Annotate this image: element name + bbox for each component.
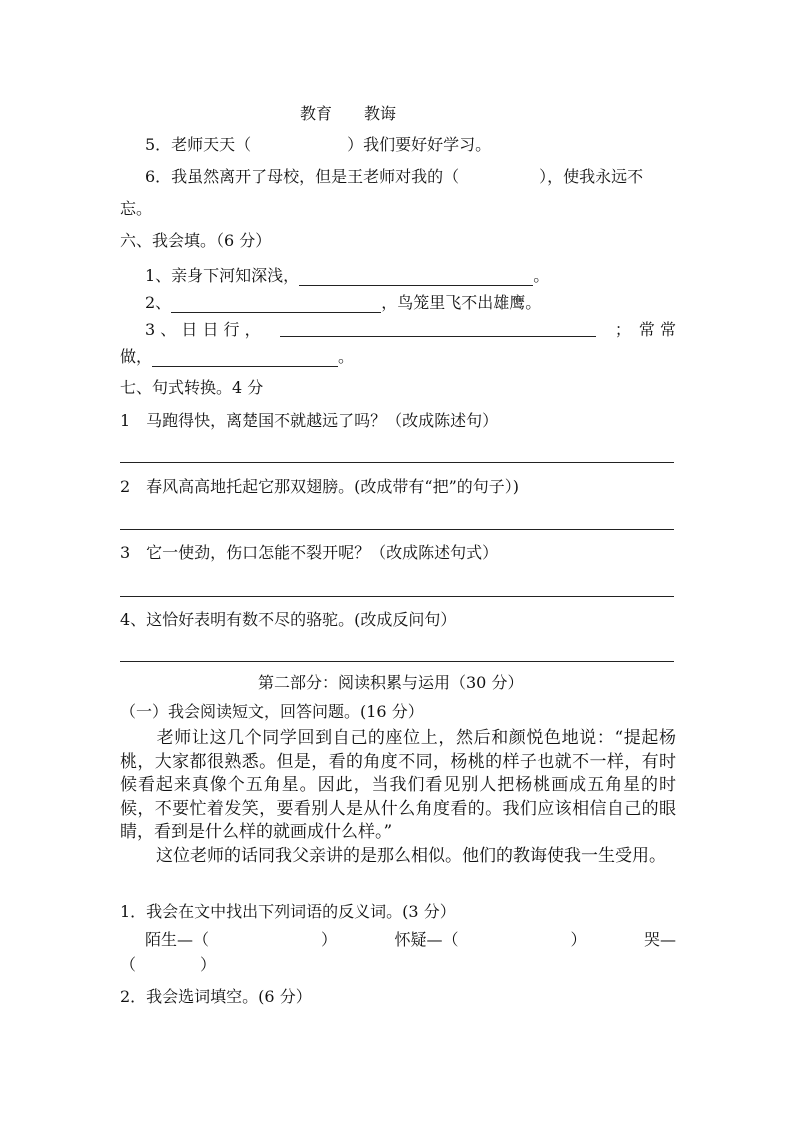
answer-line-4[interactable] bbox=[120, 661, 674, 662]
antonym-b: 怀疑—（ ） bbox=[394, 930, 587, 949]
fill-item-3-text: 3 、 日 日 行 ， bbox=[145, 320, 261, 339]
fill-item-1-text: 1、亲身下河知深浅， bbox=[145, 266, 300, 285]
section-6-title: 六、我会填。（6 分） bbox=[120, 231, 272, 250]
fill-blank-2[interactable] bbox=[171, 296, 381, 313]
reading-paragraph-1 bbox=[120, 727, 676, 845]
fill-blank-4[interactable] bbox=[152, 350, 338, 367]
answer-line-1[interactable] bbox=[120, 462, 674, 463]
transform-q4: 4、这恰好表明有数不尽的骆驼。(改成反问句） bbox=[120, 610, 457, 629]
fill-item-3 bbox=[145, 320, 676, 340]
question-6-line2: 忘。 bbox=[120, 199, 153, 218]
section-7-title: 七、句式转换。4 分 bbox=[120, 378, 264, 397]
fill-item-3-line2-end: 。 bbox=[338, 347, 355, 366]
antonym-c: 哭— bbox=[643, 930, 676, 949]
fill-item-3-line2 bbox=[120, 347, 354, 367]
antonym-c-blank: （ ） bbox=[120, 955, 217, 974]
fill-item-3-mid: ； 常 常 bbox=[614, 320, 676, 339]
transform-q3: 3 它一使劲，伤口怎能不裂开呢？（改成陈述句式） bbox=[120, 543, 499, 562]
fill-blank-3[interactable] bbox=[280, 320, 596, 337]
reading-title: （一）我会阅读短文，回答问题。(16 分） bbox=[120, 702, 424, 721]
reading-paragraph-1-text: 老师让这几个同学回到自己的座位上，然后和颜悦色地说：“提起杨桃，大家都很熟悉。但是，看的角度不同，杨桃的样子也就不一样，有时候看起来真像个五角星。因此，当我们看见别人把杨桃画成五角星的时候，不要忙着发笑，要看别人是从什么角度看的。我们应该相信自己的眼睛，看到是什么样的就画成什么样。” bbox=[120, 728, 676, 842]
transform-q1: 1 马跑得快，离楚国不就越远了吗？（改成陈述句） bbox=[120, 411, 499, 430]
answer-line-2[interactable] bbox=[120, 529, 674, 530]
reading-q2-title: 2．我会选词填空。(6 分） bbox=[120, 987, 312, 1006]
fill-item-3-line2-text: 做， bbox=[120, 347, 153, 366]
answer-line-3[interactable] bbox=[120, 596, 674, 597]
header-words: 教育 教诲 bbox=[300, 104, 397, 123]
fill-item-1-end: 。 bbox=[533, 266, 550, 285]
fill-item-1 bbox=[145, 266, 549, 286]
question-5: 5．老师天天（ ）我们要好好学习。 bbox=[145, 135, 492, 154]
reading-q1-title: 1．我会在文中找出下列词语的反义词。(3 分） bbox=[120, 902, 456, 921]
part-2-title: 第二部分：阅读积累与运用（30 分） bbox=[258, 673, 524, 692]
reading-paragraph-2-text: 这位老师的话同我父亲讲的是那么相似。他们的教诲使我一生受用。 bbox=[156, 846, 666, 866]
reading-paragraph-2 bbox=[120, 845, 676, 869]
fill-item-2 bbox=[145, 293, 541, 313]
antonym-a: 陌生—（ ） bbox=[145, 930, 338, 949]
fill-item-2-text: 2、 bbox=[145, 293, 172, 312]
fill-blank-1[interactable] bbox=[299, 269, 533, 286]
transform-q2: 2 春风高高地托起它那双翅膀。(改成带有“把”的句子）) bbox=[120, 477, 520, 496]
antonym-row bbox=[145, 930, 676, 950]
fill-item-2-end: ，鸟笼里飞不出雄鹰。 bbox=[381, 293, 542, 312]
question-6-line1: 6．我虽然离开了母校，但是王老师对我的（ ），使我永远不 bbox=[145, 167, 644, 186]
